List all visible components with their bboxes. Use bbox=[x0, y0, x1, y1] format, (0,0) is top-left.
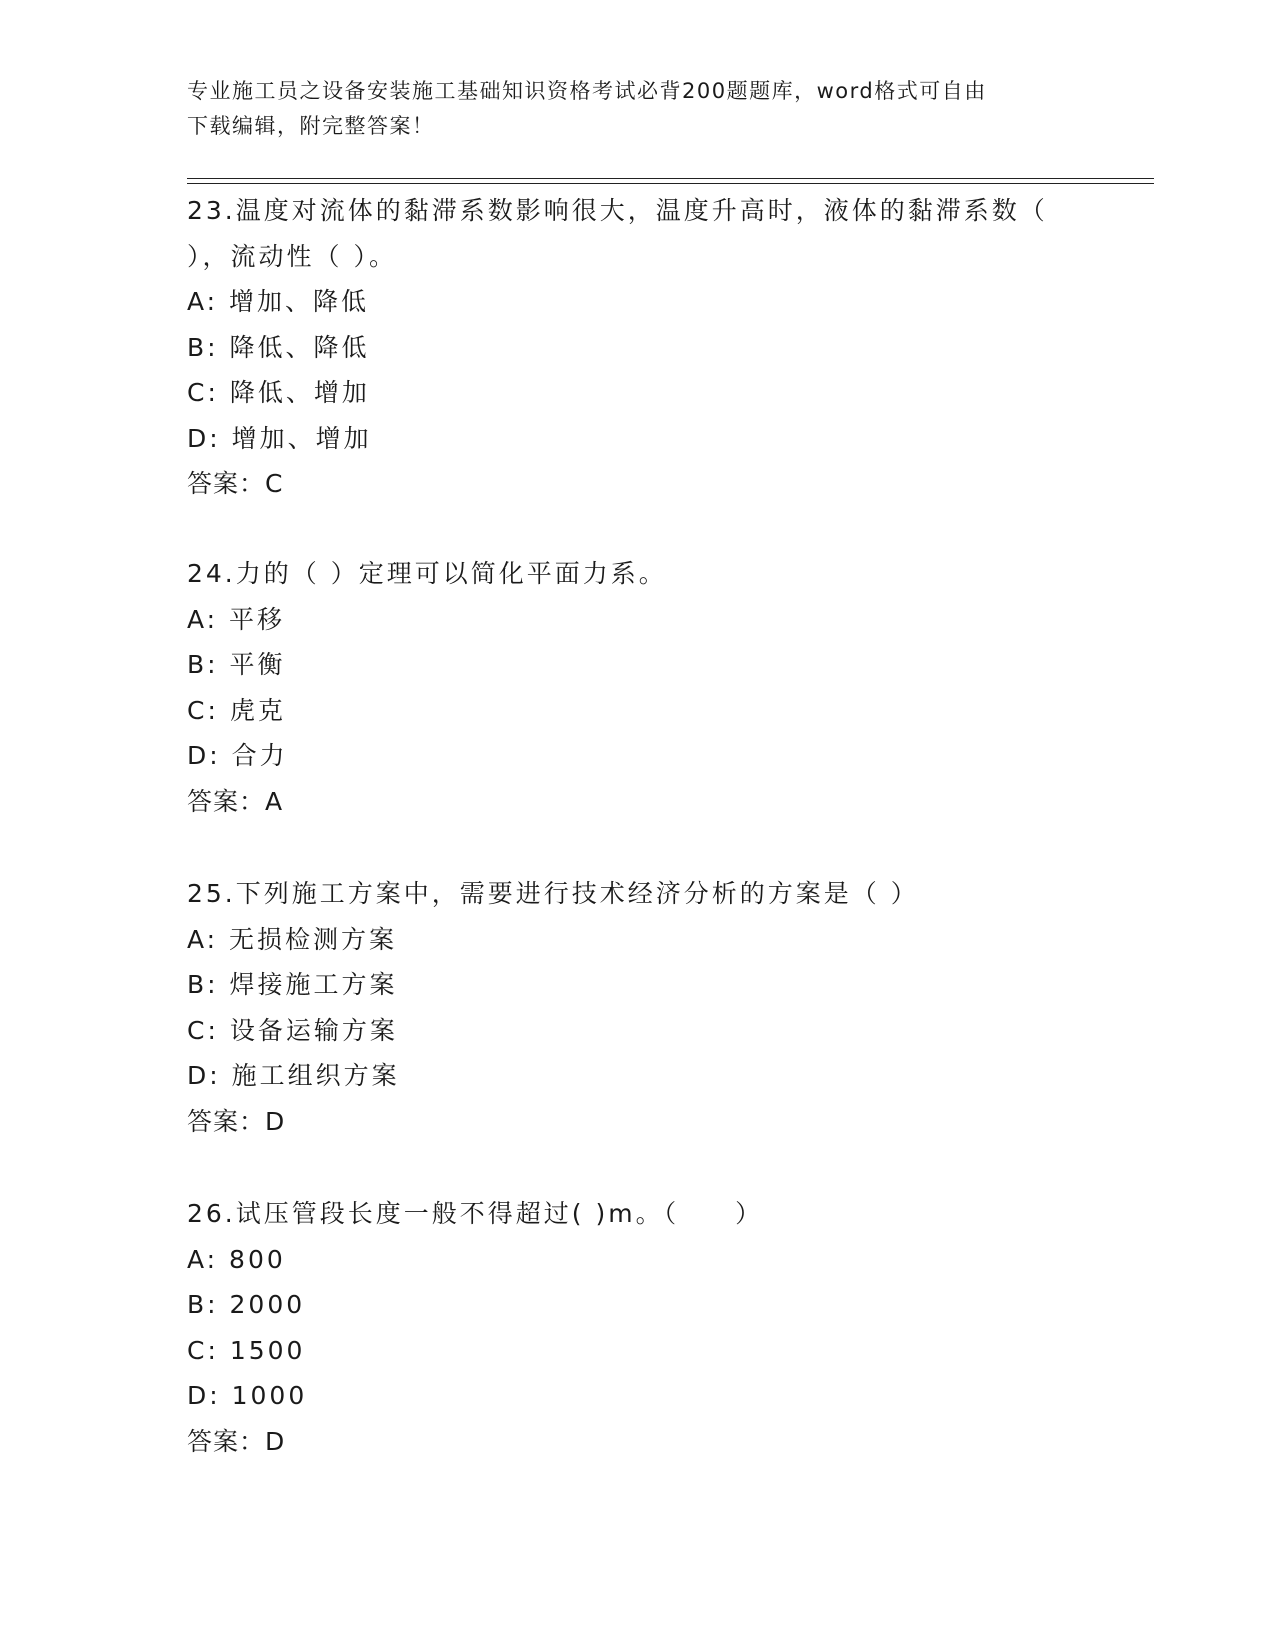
question-stem: 26.试压管段长度一般不得超过( )m。（ ） bbox=[187, 1199, 764, 1228]
question-stem: 23.温度对流体的黏滞系数影响很大，温度升高时，液体的黏滞系数（ bbox=[187, 196, 1048, 225]
answer-line: 答案：A bbox=[187, 786, 284, 816]
question-26 bbox=[187, 1191, 1087, 1464]
option-c: C: 虎克 bbox=[187, 695, 286, 725]
option-d: D: 合力 bbox=[187, 741, 288, 770]
option-b: B: 平衡 bbox=[187, 650, 286, 679]
answer-line: 答案：D bbox=[187, 1106, 286, 1136]
option-a: A: 无损检测方案 bbox=[187, 924, 398, 954]
option-a: A: 平移 bbox=[187, 604, 286, 634]
question-23 bbox=[187, 188, 1087, 507]
header-divider-bottom bbox=[187, 183, 1154, 184]
question-stem-continued: ），流动性（ ）。 bbox=[187, 241, 397, 271]
option-d: D: 增加、增加 bbox=[187, 423, 372, 453]
option-c: C: 1500 bbox=[187, 1335, 306, 1365]
document-header bbox=[187, 74, 1067, 144]
option-c: C: 降低、增加 bbox=[187, 378, 370, 407]
option-a: A: 增加、降低 bbox=[187, 287, 370, 316]
question-stem: 24.力的（ ）定理可以简化平面力系。 bbox=[187, 559, 667, 588]
option-b: B: 2000 bbox=[187, 1290, 306, 1319]
header-divider-top bbox=[187, 178, 1154, 179]
header-line-2: 下载编辑，附完整答案！ bbox=[187, 114, 435, 138]
question-24 bbox=[187, 551, 1087, 824]
answer-line: 答案：C bbox=[187, 469, 284, 498]
answer-line: 答案：D bbox=[187, 1426, 286, 1456]
option-a: A: 800 bbox=[187, 1244, 286, 1274]
question-stem: 25.下列施工方案中，需要进行技术经济分析的方案是（ ） bbox=[187, 879, 919, 908]
question-25 bbox=[187, 871, 1087, 1144]
option-b: B: 焊接施工方案 bbox=[187, 970, 398, 999]
option-d: D: 施工组织方案 bbox=[187, 1061, 400, 1090]
header-line-1: 专业施工员之设备安装施工基础知识资格考试必背200题题库，word格式可自由 bbox=[187, 79, 987, 103]
option-c: C: 设备运输方案 bbox=[187, 1015, 398, 1045]
option-d: D: 1000 bbox=[187, 1381, 308, 1410]
option-b: B: 降低、降低 bbox=[187, 332, 370, 362]
